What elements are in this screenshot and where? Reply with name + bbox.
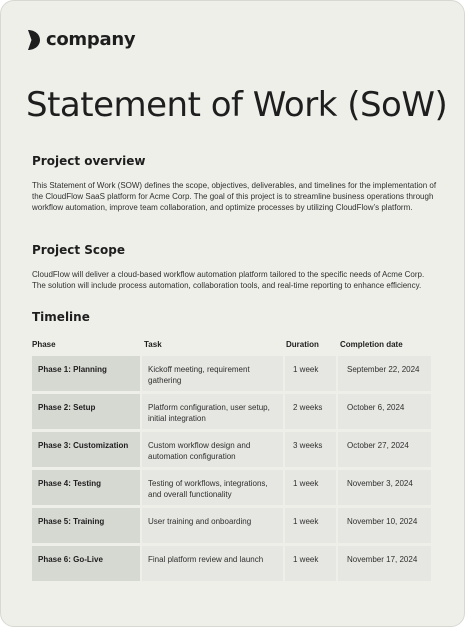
completion-date-cell: November 10, 2024 (338, 508, 431, 543)
task-cell: User training and onboarding (142, 508, 283, 543)
column-header-phase: Phase (32, 340, 56, 349)
phase-cell: Phase 2: Setup (32, 394, 140, 429)
phase-cell: Phase 6: Go-Live (32, 546, 140, 581)
company-logo-text: company (46, 29, 136, 50)
completion-date-cell: September 22, 2024 (338, 356, 431, 391)
column-header-completion-date: Completion date (340, 340, 403, 349)
column-header-duration: Duration (286, 340, 319, 349)
overview-paragraph: This Statement of Work (SOW) defines the scope, objectives, deliverables, and timelines for the implementation of the CloudFlow SaaS platform for Acme Corp. The goal of this project is to streamline business operations through workflow automation, improve team collaboration, and optimize processes by utilizing CloudFlow’s platform. (32, 181, 437, 212)
task-cell: Custom workflow design and automation configuration (142, 432, 283, 467)
duration-cell: 1 week (285, 470, 336, 505)
completion-date-cell: November 17, 2024 (338, 546, 431, 581)
phase-cell: Phase 3: Customization (32, 432, 140, 467)
scope-heading: Project Scope (32, 243, 125, 257)
phase-cell: Phase 5: Training (32, 508, 140, 543)
task-cell: Testing of workflows, integrations, and overall functionality (142, 470, 283, 505)
company-logo-icon (28, 30, 40, 50)
overview-heading: Project overview (32, 154, 146, 168)
company-logo (28, 29, 135, 50)
column-header-task: Task (144, 340, 162, 349)
task-cell: Final platform review and launch (142, 546, 283, 581)
task-cell: Kickoff meeting, requirement gathering (142, 356, 283, 391)
duration-cell: 1 week (285, 546, 336, 581)
duration-cell: 2 weeks (285, 394, 336, 429)
page-title: Statement of Work (SoW) (26, 85, 448, 125)
phase-cell: Phase 1: Planning (32, 356, 140, 391)
duration-cell: 1 week (285, 508, 336, 543)
completion-date-cell: November 3, 2024 (338, 470, 431, 505)
phase-cell: Phase 4: Testing (32, 470, 140, 505)
duration-cell: 1 week (285, 356, 336, 391)
timeline-table-header (1, 340, 464, 352)
scope-paragraph: CloudFlow will deliver a cloud-based workflow automation platform tailored to the specific needs of Acme Corp. The solution will include process automation, collaboration tools, and real-time reporting to enhance efficiency. (32, 270, 425, 290)
completion-date-cell: October 6, 2024 (338, 394, 431, 429)
duration-cell: 3 weeks (285, 432, 336, 467)
task-cell: Platform configuration, user setup, initial integration (142, 394, 283, 429)
completion-date-cell: October 27, 2024 (338, 432, 431, 467)
timeline-heading: Timeline (32, 310, 90, 324)
